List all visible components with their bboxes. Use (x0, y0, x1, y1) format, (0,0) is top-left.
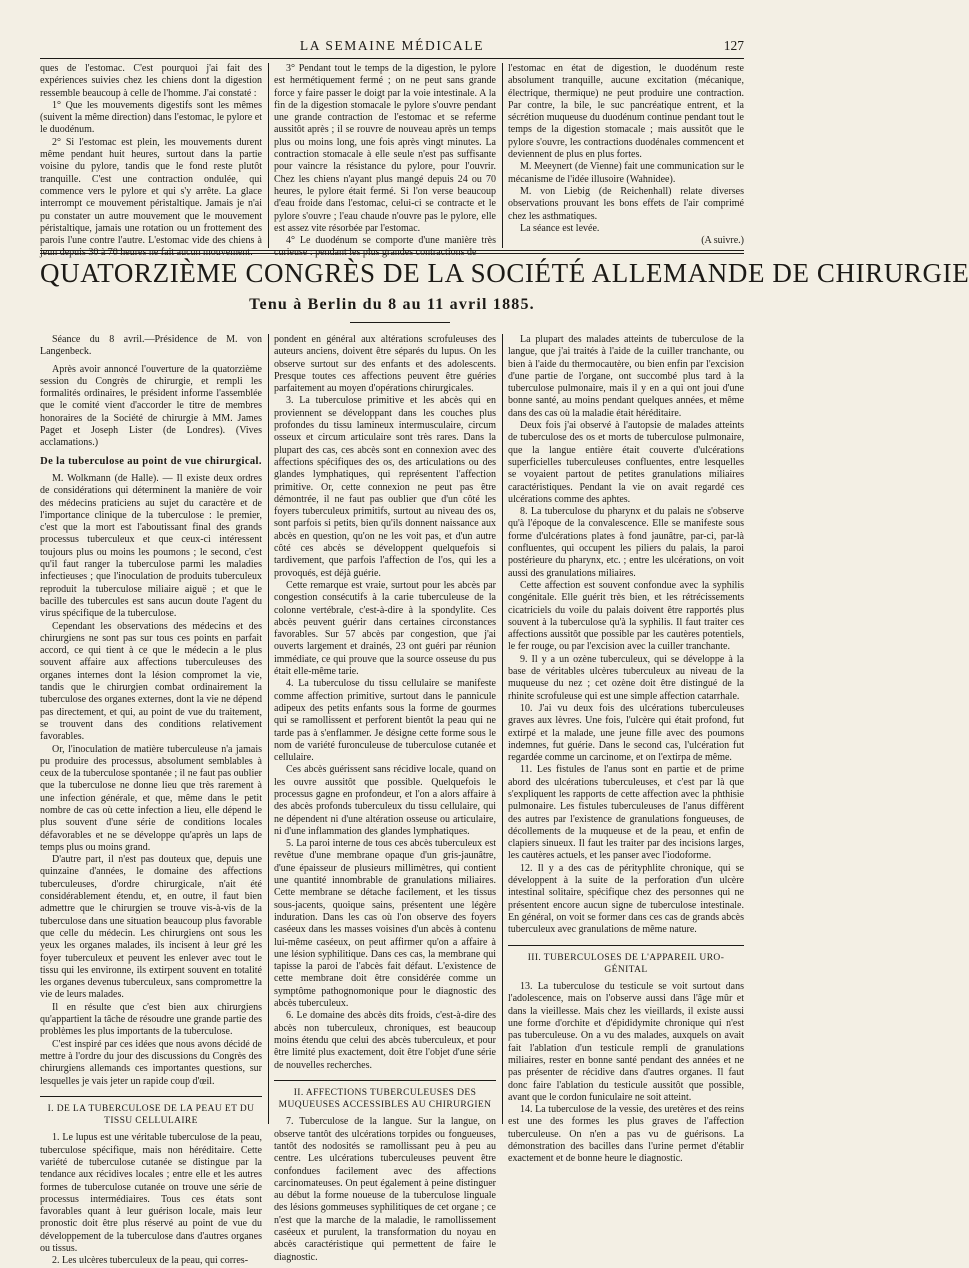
body-column-2 (274, 334, 496, 1263)
paragraph: 12. Il y a des cas de pérityphlite chronique, qui se développent à la suite de la perforation d'un ulcère intestinal solitaire, spécifique chez des personnes qui ne présentent encore aucun signe de tuberculose intestinale. En général, on voit se former dans ces cas de grands abcès tuberculeux avec granulations de même nature. (508, 862, 744, 936)
paragraph: 9. Il y a un ozène tuberculeux, qui se développe à la base de véritables ulcères tuberculeux au niveau de la muqueuse du nez ; cet ozène doit être distingué de la rhinite scrofuleuse qui est une simple affection catarrhale. (508, 653, 744, 702)
paragraph: 4° Le duodénum se comporte d'une manière très curieuse : pendant les plus grandes contractions de (274, 235, 496, 259)
paragraph: 1. Le lupus est une véritable tuberculose de la peau, tuberculose spécifique, mais non héréditaire. Cette variété de tuberculose cutanée se distingue par la tendance aux récidives locales ; entre elle et les autres formes de tuberculose cutanée on trouve une série de processus intermédiaires. Tous ces états sont favorables quant à leur guérison locale, mais leur pronostic doit être plus réservé au point de vue du développement de la tuberculose dans d'autres organes ou tissus. (40, 1132, 262, 1255)
subsection-rule (40, 1096, 262, 1097)
top-column-1 (40, 63, 262, 259)
paragraph: La plupart des malades atteints de tuberculose de la langue, que j'ai traités à l'aide de la cuiller tranchante, ou bien à l'aide du thermocautère, ou bien enfin par l'excision d'une partie de l'organe, ont succombé plus tard à la tuberculose pulmonaire, mais il y en a qui ont joui d'une bonne santé, au moins pendant quelques années, et même dans des cas où la maladie était héréditaire. (508, 334, 744, 419)
section-heading: De la tuberculose au point de vue chirurgical. (40, 455, 262, 467)
paragraph: 1° Que les mouvements digestifs sont les mêmes (suivent la même direction) dans l'estomac, le pylore et le duodénum. (40, 99, 262, 136)
column-divider (502, 63, 503, 248)
session-line: Séance du 8 avril.—Présidence de M. von Langenbeck. (40, 334, 262, 358)
subsection-rule (274, 1080, 496, 1081)
section-rule (40, 250, 744, 251)
paragraph: M. Meeynert (de Vienne) fait une communication sur le mécanisme de l'idée illusoire (Wahnidee). (508, 161, 744, 185)
subsection-heading: II. AFFECTIONS TUBERCULEUSES DES MUQUEUSES ACCESSIBLES AU CHIRURGIEN (278, 1087, 492, 1111)
paragraph: 3. La tuberculose primitive et les abcès qui en proviennent se développant dans les couches plus profondes du tissu lamineux intermusculaire, circum osseux et circum articulaire sont très rares. Dans la plupart des cas, ces abcès sont en connexion avec des affections spécifiques des os, des articulations ou des glandes lymphatiques, qui représentent l'affection primitive. Or, cette connexion ne peut pas être démontrée, il ne faut pas oublier que d'un côté les foyers tuberculeux primitifs, surtout au niveau des os, sont parfois si petits, bien qu'ils donnent naissance aux abcès en question, qu'on ne les voit pas, et d'un autre côté ces abcès se développent quelquefois si tardivement, que parfois l'affection de l'os, qui les a provoqués, est déjà guérie. (274, 395, 496, 579)
paragraph: l'estomac en état de digestion, le duodénum reste absolument tranquille, aucune excitation (mécanique, électrique, thermique) ne peut produire une contraction. Par contre, la bile, le suc pancréatique entrent, et la sécrétion muqueuse du duodénum continue pendant tout le temps de la digestion stomacale ; mais aussitôt que le pylore s'ouvre, les contractions duodénales commencent et deviennent de plus en plus fortes. (508, 63, 744, 161)
paragraph: 10. J'ai vu deux fois des ulcérations tuberculeuses graves aux lèvres. Une fois, l'ulcère qui était profond, fut extirpé et la malade, une jeune fille avec des poumons indemnes, fut guérie. Dans le second cas, l'ulcération fut regardée comme un carcinome, et on l'extirpa de même. (508, 702, 744, 764)
paragraph: 11. Les fistules de l'anus sont en partie et de prime abord des ulcérations tuberculeuses, et c'est par là que s'expliquent les rapports de cette affection avec la phthisie pulmonaire. Les fistules tuberculeuses de l'anus diffèrent des autres par l'existence de granulations fongueuses, de décollements de la muqueuse et de la peau, et enfin de clapiers sinueux. Il faut les traiter par des incisions larges, les cautères actuels, et les panser avec l'iodoforme. (508, 764, 744, 862)
paragraph: 4. La tuberculose du tissu cellulaire se manifeste comme affection primitive, surtout dans le pannicule adipeux des petits enfants sous la forme de gourmes qui se ramollissent et perforent bientôt la peau qui ne tarde pas à s'enflammer. Je désigne cette forme sous le nom de variété furonculeuse de tuberculose cutanée et cellulaire. (274, 678, 496, 764)
paragraph: Cependant les observations des médecins et des chirurgiens ne sont pas sur tous ces points en parfait accord, ce qui tient à ce que le médecin a le plus souvent affaire aux affections tuberculeuses des organes internes dont la lésion compromet la vie, tandis que le chirurgien combat ordinairement la tuberculose des organes externes, dont la vie ne dépend pas directement, et qui, au point de vue du traitement, se trouvent dans des conditions relativement favorables. (40, 620, 262, 743)
column-divider (502, 334, 503, 1124)
paragraph: M. von Liebig (de Reichenhall) relate diverses observations prouvant les bons effets de l'air comprimé chez les asthmatiques. (508, 185, 744, 222)
journal-title: LA SEMAINE MÉDICALE (299, 38, 485, 53)
subsection-heading: III. TUBERCULOSES DE L'APPAREIL URO-GÉNITAL (527, 952, 725, 975)
paragraph: D'autre part, il n'est pas douteux que, depuis une quinzaine d'années, le domaine des affections tuberculeuses, d'ordre chirurgicale, n'ait été considérablement étendu, et, en outre, il faut bien admettre que le chirurgien se trouve vis-à-vis de la tuberculose dans une situation beaucoup plus favorable que celle du médecin. Les chirurgiens ont sous les yeux les organes malades, ils incisent à leur gré les foyer tuberculeux et peuvent les enlever avec tout le tissu qui les environne, ils extirpent souvent en totalité les organes devenus tuberculeux, sans compromettre la vie de leurs malades. (40, 854, 262, 1001)
header-rule (40, 58, 744, 59)
paragraph: C'est inspiré par ces idées que nous avons décidé de mettre à l'ordre du jour des discussions du Congrès des chirurgiens allemands ces importantes questions, sur lesquelles je vais jeter un rapide coup d'œil. (40, 1038, 262, 1087)
body-column-3 (508, 334, 744, 1165)
paragraph: 14. La tuberculose de la vessie, des uretères et des reins est une des formes les plus graves de l'affection tuberculeuse. On n'en a pas vu de guérisons. La démonstration des bacilles dans l'urine permet d'établir exactement et de bonne heure le diagnostic. (508, 1104, 744, 1165)
paragraph: Or, l'inoculation de matière tuberculeuse n'a jamais pu produire des processus, absolument semblables à ceux de la tuberculose spontanée ; il ne faut pas oublier que la tuberculose ne donne lieu que très rarement à une infection générale, et que, même dans le petit nombre de cas où cette infection a lieu, elle dépend le plus souvent d'une série de conditions locales défavorables et ne se développe qu'après un laps de temps plus ou moins grand. (40, 743, 262, 853)
paragraph: 2. Les ulcères tuberculeux de la peau, qui corres- (52, 1255, 249, 1267)
column-divider (268, 334, 269, 1124)
paragraph: La séance est levée. (520, 222, 600, 234)
to-be-continued: (A suivre.) (701, 235, 744, 247)
paragraph: 13. La tuberculose du testicule se voit surtout dans l'adolescence, mais on l'observe aussi dans l'âge mûr et dans la vieillesse. Mais chez les vieillards, il existe aussi une forme d'orchite et d'épididymite chronique qui n'est pas tuberculeuse. On a vu des malades, auxquels on avait fait l'ablation d'un testicule rempli de granulations miliaires, rester en bonne santé pendant des années et ne pas présenter de récidive dans d'autres organes. Il faut donc faire l'ablation du testicule aussitôt que possible, avant que le cordon funiculaire ne soit atteint. (508, 981, 744, 1103)
paragraph: 6. Le domaine des abcès dits froids, c'est-à-dire des abcès non tuberculeux, chroniques, est beaucoup moins étendu que celui des abcès tuberculeux, et pour être limité plus exactement, doit être l'objet d'une série de nouvelles recherches. (274, 1010, 496, 1071)
title-rule (350, 322, 450, 323)
paragraph: 8. La tuberculose du pharynx et du palais ne s'observe qu'à l'époque de la convalescence. Elle se manifeste sous forme d'ulcérations plates à fond jaunâtre, par-ci, par-là confluentes, qui occupent les piliers du palais, la paroi postérieure du pharynx, etc. ; entre les ulcérations, on voit aussi des granulations miliaires. (508, 506, 744, 579)
paragraph: Après avoir annoncé l'ouverture de la quatorzième session du Congrès de chirurgie, et rempli les formalités ordinaires, le président informe l'assemblée que le comité vient d'accorder le titre de membres honoraires de la Société de chirurgie à MM. James Paget et Joseph Lister (de Londres). (Vives acclamations.) (40, 363, 262, 449)
column-divider (268, 63, 269, 248)
paragraph: 5. La paroi interne de tous ces abcès tuberculeux est revêtue d'une membrane opaque d'un gris-jaunâtre, d'une épaisseur de plusieurs millimètres, qui contient une quantité innombrable de granulations miliaires. Cette membrane se détache facilement, et les tissus sous-jacents, quoique sains, présentent une légère induration. Dans les cas où l'on observe des foyers caséeux dans les masses voisines d'un abcès à contenu lui-même caséeux, on peut affirmer qu'on a affaire à une lésion syphilitique. Dans ces cas, la membrane qui tapisse la paroi de l'abcès fait défaut. L'existence de cette membrane doit être considérée comme un symptôme pathognomonique pour le diagnostic des abcès tuberculeux. (274, 838, 496, 1010)
section-rule (40, 253, 744, 254)
paragraph: Cette affection est souvent confondue avec la syphilis congénitale. Elle guérit très bien, et les rétrécissements cicatriciels du voile du palais doivent être rapportés plus souvent à la tuberculose qu'à la syphilis. Il faut traiter ces affections aussitôt que possible par les cautères potentiels, le fer rouge, ou par l'excision avec la cuiller tranchante. (508, 579, 744, 653)
article-title: QUATORZIÈME CONGRÈS DE LA SOCIÉTÉ ALLEMANDE DE CHIRURGIE (40, 258, 969, 288)
paragraph: Il en résulte que c'est bien aux chirurgiens qu'appartient la tâche de résoudre une grande partie des problèmes les plus importants de la tuberculose. (40, 1001, 262, 1038)
paragraph: pondent en général aux altérations scrofuleuses des auteurs anciens, doivent être séparés du lupus. On les observe surtout sur des enfants et des adolescents. Presque toutes ces affections peuvent être guéries parfaitement au moyen d'opérations chirurgicales. (274, 334, 496, 395)
subsection-heading: I. DE LA TUBERCULOSE DE LA PEAU ET DU TISSU CELLULAIRE (47, 1103, 255, 1127)
paragraph: 3° Pendant tout le temps de la digestion, le pylore est hermétiquement fermé ; on ne peut sans grande force y faire passer le doigt par la voie intestinale. A la fin de la digestion stomacale le pylore s'ouvre pendant une grande contraction de l'estomac et se referme aussitôt après ; il se rouvre de nouveau après un temps plus ou moins long, une fois après vingt minutes. La contraction stomacale à elle seule n'est pas suffisante pour vaincre la résistance du pylore, pour l'ouvrir. Chez les chiens n'ayant plus mangé depuis 24 ou 70 heures, le pylore était fermé. Si l'on verse beaucoup d'eau froide dans l'estomac, celui-ci se contracte et le pylore s'ouvre ; l'eau chaude n'ouvre pas le pylore, elle est assez vite résorbée par l'estomac. (274, 63, 496, 234)
paragraph: ques de l'estomac. C'est pourquoi j'ai fait des expériences suivies chez les chiens dont la digestion ressemble beaucoup à celle de l'homme. J'ai constaté : (40, 63, 262, 99)
top-column-3 (508, 63, 744, 247)
paragraph: Ces abcès guérissent sans récidive locale, quand on les ouvre aussitôt que possible. Quelquefois le processus gagne en profondeur, et l'on a alors affaire à des abcès profonds tuberculeux du tissu cellulaire, qui ne dépendent ni d'une altération osseuse ou articulaire, ni d'une inflammation des glandes lymphatiques. (274, 764, 496, 837)
article-subtitle: Tenu à Berlin du 8 au 11 avril 1885. (249, 296, 535, 313)
body-column-1 (40, 334, 262, 1267)
subsection-rule (508, 945, 744, 946)
paragraph: 2° Si l'estomac est plein, les mouvements durent même pendant huit heures, surtout dans la partie voisine du pylore, tandis que le fond reste plutôt tranquille. C'est une contraction ondulée, qui commence vers le pylore et qui s'y arrête. La glace interrompt ce mouvement péristaltique. Jamais je n'ai pu constater un autre mouvement que le mouvement péristaltique, jamais une rotation ou un frottement des parois l'une contre l'autre. L'estomac vide des chiens à jeun depuis 30 à 70 heures ne fait aucun mouvement. (40, 136, 262, 259)
paragraph: Cette remarque est vraie, surtout pour les abcès par congestion consécutifs à la carie tuberculeuse de la colonne vertébrale, c'est-à-dire à la spondylite. Ces abcès peuvent guérir dans certaines circonstances favorables. Sur 57 abcès par congestion, que j'ai ouverts largement et drainés, 23 ont guéri par réunion immédiate, ce qui prouve que la source osseuse du pus était elle-même tarie. (274, 579, 496, 678)
top-column-2 (274, 63, 496, 259)
page-number: 127 (723, 38, 744, 53)
paragraph: Deux fois j'ai observé à l'autopsie de malades atteints de tuberculose des os et morts de tuberculose pulmonaire, que la langue entière était couverte d'ulcérations superficielles tuberculeuses confluentes, entre lesquelles se voyaient partout de petites granulations miliaires caractéristiques. Pendant la vie on avait regardé ces ulcérations comme des aphtes. (508, 420, 744, 505)
paragraph: 7. Tuberculose de la langue. Sur la langue, on observe tantôt des ulcérations torpides ou fongueuses, tantôt des nodosités se ramollissant peu à peu au centre. Les ulcérations tuberculeuses peuvent être confondues facilement avec des affections carcinomateuses. On peut également à peine distinguer au début la forme noueuse de la tuberculose linguale des lésions gommeuses syphilitiques de cet organe ; ce n'est que la marche de la maladie, le ramollissement caséeux et purulent, la transformation du noyau en abcès caractéristique qui permettent de faire le diagnostic. (274, 1116, 496, 1263)
paragraph: M. Wolkmann (de Halle). — Il existe deux ordres de considérations qui déterminent la manière de voir des médecins praticiens au sujet du caractère et de l'importance clinique de la tuberculose : le premier, c'est que la mort est l'aboutissant final des grands processus tuberculeux et que ceux-ci intéressent toujours plus ou moins les poumons ; le second, c'est qu'il faut ranger la tuberculose parmi les maladies infectieuses ; que l'inoculation de produits tuberculeux reproduit la tuberculose miliaire aiguë ; et que le bacille des tubercules est sans aucun doute l'agent du virus spécifique de la tuberculose. (40, 472, 262, 620)
running-head (40, 36, 744, 56)
